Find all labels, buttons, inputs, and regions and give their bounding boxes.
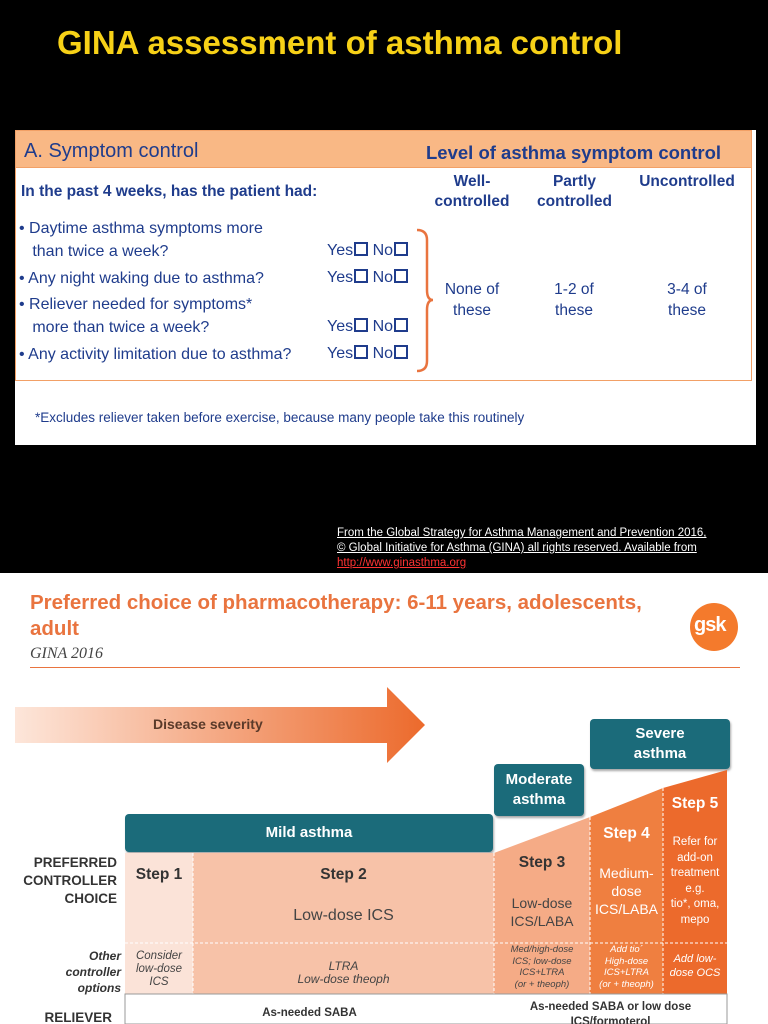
pharmacotherapy-slide xyxy=(0,573,768,1024)
no-label: No xyxy=(372,345,394,362)
yes-checkbox[interactable] xyxy=(354,242,368,256)
step-2-preferred: Low-dose ICS xyxy=(293,907,394,924)
step-1-other: Consider low-dose ICS xyxy=(135,950,183,988)
slide-title: GINA assessment of asthma control xyxy=(57,24,623,61)
no-checkbox[interactable] xyxy=(394,269,408,283)
step-3-preferred: Low-dose ICS/LABA xyxy=(510,895,574,929)
step-2-label: Step 2 xyxy=(320,866,367,883)
footnote: *Excludes reliever taken before exercise, because many people take this routinely xyxy=(35,410,525,425)
level-heading: Level of asthma symptom control xyxy=(426,142,722,163)
step-3-label: Step 3 xyxy=(518,854,566,871)
source-credit xyxy=(337,526,757,571)
level-uncontrolled: 3-4 of these xyxy=(667,281,707,319)
step-5-other: Add low- dose OCS xyxy=(669,953,721,979)
table-header-bar xyxy=(15,130,752,168)
step-2-other: LTRA Low-dose theoph xyxy=(297,959,390,986)
yes-no-row-3 xyxy=(327,318,408,336)
no-checkbox[interactable] xyxy=(394,242,408,256)
column-well-controlled: Well- controlled xyxy=(434,173,510,210)
gina-link[interactable]: http://www.ginasthma.org xyxy=(337,557,467,569)
step-3-other: Med/high-dose ICS; low-dose ICS+LTRA (or + theoph) xyxy=(510,944,574,990)
reliever-steps-1-2: As-needed SABA xyxy=(262,1007,357,1019)
yes-label: Yes xyxy=(327,318,354,335)
yes-checkbox[interactable] xyxy=(354,345,368,359)
slide-subtitle: GINA 2016 xyxy=(30,645,104,662)
severe-asthma-tag: Severe asthma xyxy=(590,719,730,769)
symptom-item-daytime: • Daytime asthma symptoms more than twice a week? xyxy=(19,220,263,260)
credit-line-2: © Global Initiative for Asthma (GINA) all rights reserved. Available from xyxy=(337,542,697,554)
no-label: No xyxy=(372,242,394,259)
credit-line-1: From the Global Strategy for Asthma Management and Prevention 2016, xyxy=(337,527,707,539)
section-heading: A. Symptom control xyxy=(24,140,199,162)
step-4-other: Add tio´ High-dose ICS+LTRA (or + theoph) xyxy=(599,944,654,990)
symptom-item-activity: • Any activity limitation due to asthma? xyxy=(19,346,292,363)
column-uncontrolled: Uncontrolled xyxy=(639,173,735,190)
symptom-item-reliever: • Reliever needed for symptoms* more than twice a week? xyxy=(19,296,253,336)
level-well-controlled: None of these xyxy=(444,281,500,319)
row-label-other-options: Other controller options xyxy=(65,949,121,995)
step-5-preferred: Refer for add-on treatment e.g. tio*, oma, mepo xyxy=(670,836,720,926)
yes-label: Yes xyxy=(327,345,354,362)
no-checkbox[interactable] xyxy=(394,318,408,332)
slide-title: Preferred choice of pharmacotherapy: 6-11 years, adolescents, adult xyxy=(30,591,642,640)
step-5-label: Step 5 xyxy=(671,795,719,812)
yes-label: Yes xyxy=(327,242,354,259)
logo-text: gsk xyxy=(694,614,726,636)
step-4-preferred: Medium- dose ICS/LABA xyxy=(594,865,659,917)
yes-checkbox[interactable] xyxy=(354,269,368,283)
yes-label: Yes xyxy=(327,269,354,286)
yes-no-row-2 xyxy=(327,269,408,287)
symptom-control-card xyxy=(15,130,756,445)
disease-severity-label: Disease severity xyxy=(153,716,263,732)
yes-checkbox[interactable] xyxy=(354,318,368,332)
no-label: No xyxy=(372,318,394,335)
step-1-label: Step 1 xyxy=(135,866,183,883)
question-text: In the past 4 weeks, has the patient had: xyxy=(21,183,318,200)
level-partly-controlled: 1-2 of these xyxy=(554,281,594,319)
yes-no-row-4 xyxy=(327,345,408,363)
step-4-label: Step 4 xyxy=(603,825,650,842)
no-checkbox[interactable] xyxy=(394,345,408,359)
row-label-preferred-controller: PREFERRED CONTROLLER CHOICE xyxy=(23,855,117,906)
mild-asthma-tag: Mild asthma xyxy=(125,814,493,852)
moderate-asthma-tag: Moderate asthma xyxy=(494,764,584,816)
symptom-item-night-waking: • Any night waking due to asthma? xyxy=(19,270,264,287)
no-label: No xyxy=(372,269,394,286)
row-label-reliever: RELIEVER xyxy=(44,1010,112,1024)
reliever-steps-3-5: As-needed SABA or low dose ICS/formoterol xyxy=(529,1001,692,1024)
yes-no-row-1 xyxy=(327,242,408,260)
column-partly-controlled: Partly controlled xyxy=(537,173,612,210)
